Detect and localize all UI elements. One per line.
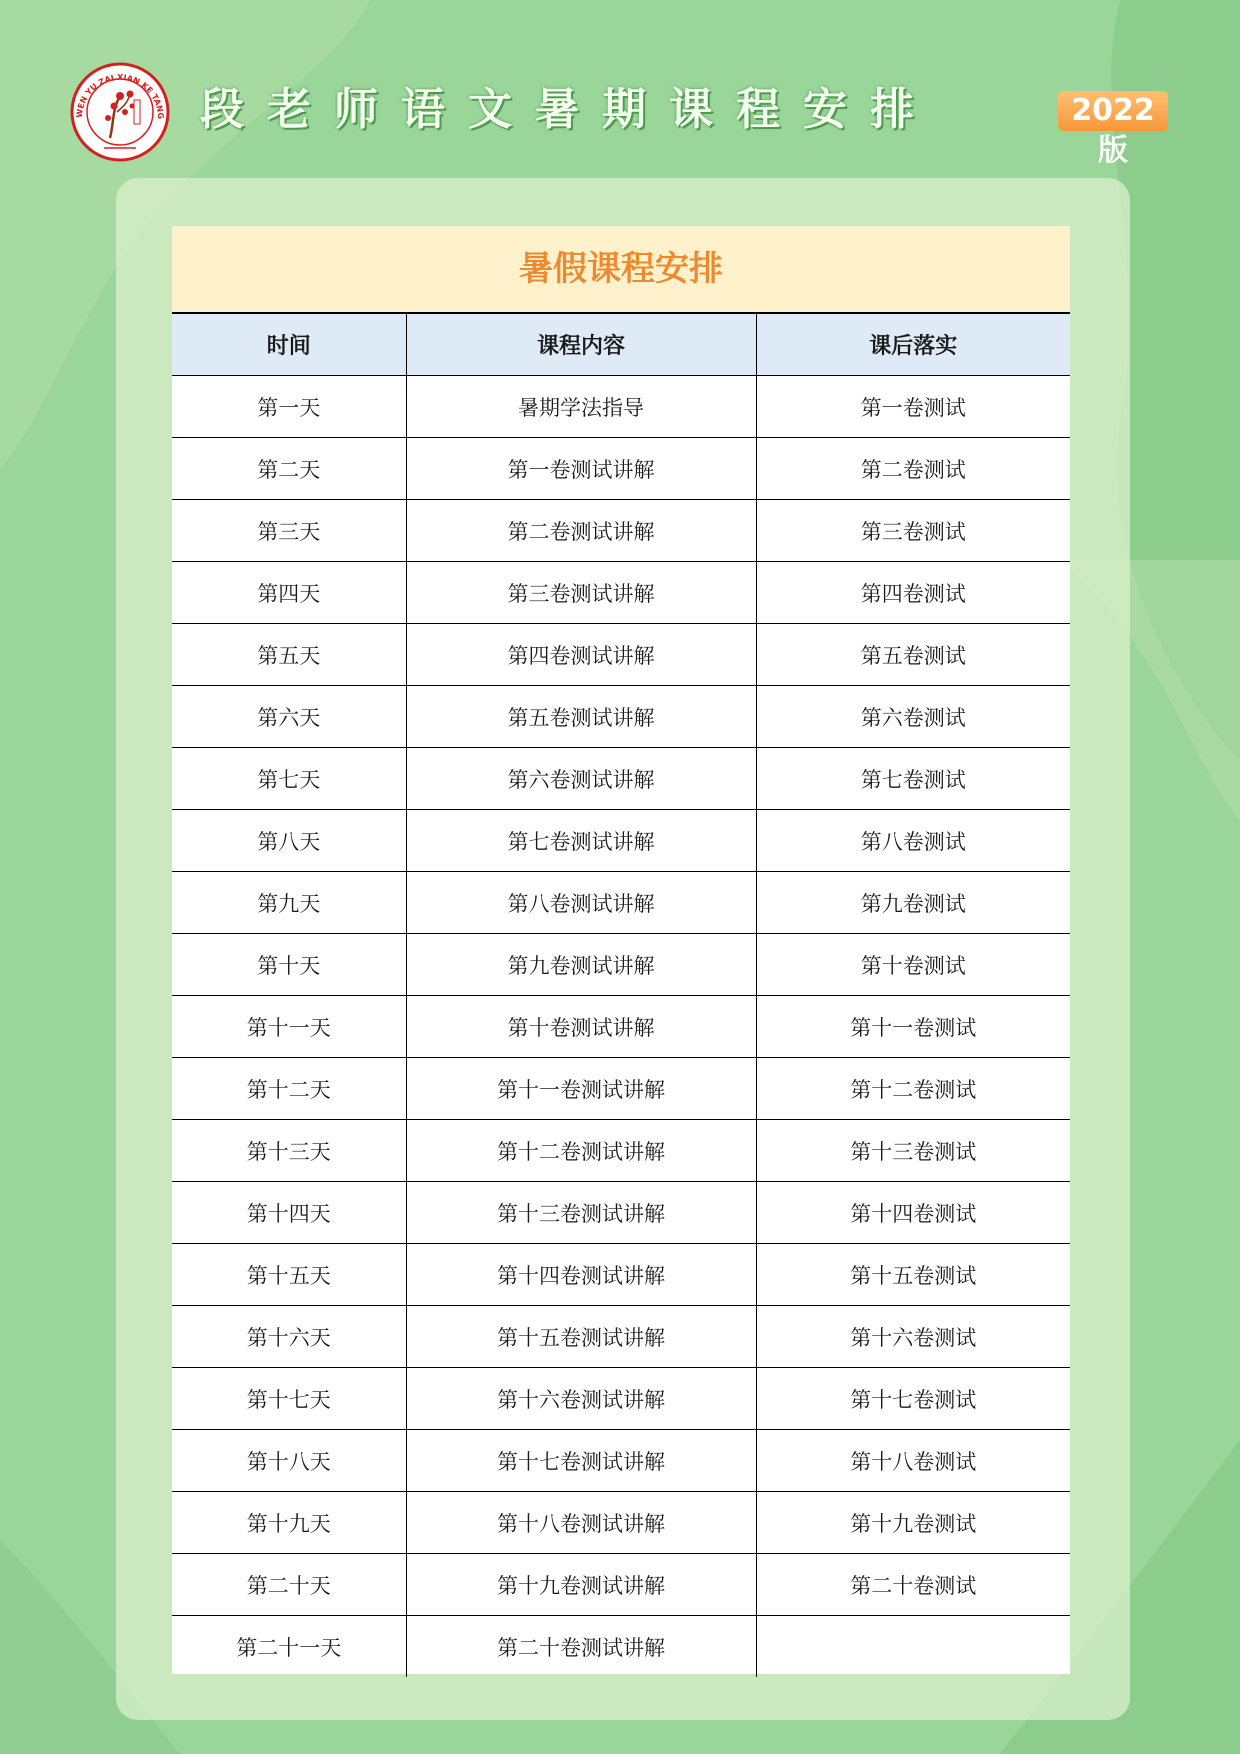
cell-followup: 第七卷测试 [756, 748, 1070, 810]
cell-time: 第二天 [172, 438, 406, 500]
cell-followup: 第八卷测试 [756, 810, 1070, 872]
table-row [172, 1368, 1070, 1430]
table-row [172, 810, 1070, 872]
table-row [172, 1058, 1070, 1120]
cell-time: 第三天 [172, 500, 406, 562]
cell-time: 第九天 [172, 872, 406, 934]
cell-time: 第十八天 [172, 1430, 406, 1492]
cell-time: 第十九天 [172, 1492, 406, 1554]
cell-followup: 第十九卷测试 [756, 1492, 1070, 1554]
cell-content: 第十七卷测试讲解 [406, 1430, 756, 1492]
cell-time: 第二十一天 [172, 1616, 406, 1678]
cell-time: 第十三天 [172, 1120, 406, 1182]
cell-time: 第十天 [172, 934, 406, 996]
table-row [172, 1120, 1070, 1182]
cell-content: 第七卷测试讲解 [406, 810, 756, 872]
cell-followup: 第三卷测试 [756, 500, 1070, 562]
cell-content: 第十一卷测试讲解 [406, 1058, 756, 1120]
cell-content: 第十卷测试讲解 [406, 996, 756, 1058]
cell-followup: 第六卷测试 [756, 686, 1070, 748]
cell-time: 第十二天 [172, 1058, 406, 1120]
cell-time: 第十五天 [172, 1244, 406, 1306]
cell-followup [756, 1616, 1070, 1678]
cell-followup: 第二卷测试 [756, 438, 1070, 500]
cell-followup: 第二十卷测试 [756, 1554, 1070, 1616]
cell-followup: 第四卷测试 [756, 562, 1070, 624]
cell-content: 第一卷测试讲解 [406, 438, 756, 500]
cell-content: 第六卷测试讲解 [406, 748, 756, 810]
cell-time: 第八天 [172, 810, 406, 872]
cell-time: 第四天 [172, 562, 406, 624]
cell-followup: 第十七卷测试 [756, 1368, 1070, 1430]
cell-content: 第十八卷测试讲解 [406, 1492, 756, 1554]
table-row [172, 686, 1070, 748]
cell-content: 第九卷测试讲解 [406, 934, 756, 996]
table-row [172, 1244, 1070, 1306]
column-header-time: 时间 [172, 314, 406, 376]
cell-followup: 第五卷测试 [756, 624, 1070, 686]
cell-content: 第十三卷测试讲解 [406, 1182, 756, 1244]
cell-time: 第十七天 [172, 1368, 406, 1430]
table-row [172, 500, 1070, 562]
cell-content: 第八卷测试讲解 [406, 872, 756, 934]
schedule-table [172, 314, 1070, 1677]
table-row [172, 376, 1070, 438]
cell-followup: 第十一卷测试 [756, 996, 1070, 1058]
cell-content: 第十六卷测试讲解 [406, 1368, 756, 1430]
cell-content: 第十五卷测试讲解 [406, 1306, 756, 1368]
cell-followup: 第十卷测试 [756, 934, 1070, 996]
table-row [172, 1554, 1070, 1616]
cell-followup: 第十六卷测试 [756, 1306, 1070, 1368]
cell-followup: 第十五卷测试 [756, 1244, 1070, 1306]
cell-content: 第十四卷测试讲解 [406, 1244, 756, 1306]
table-row [172, 748, 1070, 810]
cell-time: 第一天 [172, 376, 406, 438]
cell-content: 第二卷测试讲解 [406, 500, 756, 562]
table-row [172, 1616, 1070, 1678]
cell-content: 第二十卷测试讲解 [406, 1616, 756, 1678]
cell-time: 第十一天 [172, 996, 406, 1058]
table-row [172, 996, 1070, 1058]
table-row [172, 1430, 1070, 1492]
year-badge: 2022版 [1058, 91, 1168, 131]
table-row [172, 624, 1070, 686]
cell-followup: 第一卷测试 [756, 376, 1070, 438]
cell-time: 第七天 [172, 748, 406, 810]
table-row [172, 1182, 1070, 1244]
table-header-row [172, 314, 1070, 376]
table-row [172, 1492, 1070, 1554]
cell-followup: 第十四卷测试 [756, 1182, 1070, 1244]
cell-content: 第十九卷测试讲解 [406, 1554, 756, 1616]
table-row [172, 1306, 1070, 1368]
school-logo [70, 62, 170, 162]
cell-followup: 第九卷测试 [756, 872, 1070, 934]
cell-content: 第三卷测试讲解 [406, 562, 756, 624]
cell-content: 第四卷测试讲解 [406, 624, 756, 686]
schedule-card [172, 226, 1070, 1674]
page-header [0, 0, 1240, 170]
cell-time: 第六天 [172, 686, 406, 748]
table-row [172, 934, 1070, 996]
cell-followup: 第十三卷测试 [756, 1120, 1070, 1182]
cell-time: 第五天 [172, 624, 406, 686]
page-title: 段老师语文暑期课程安排 [200, 84, 937, 135]
cell-time: 第二十天 [172, 1554, 406, 1616]
table-body [172, 376, 1070, 1678]
cell-time: 第十六天 [172, 1306, 406, 1368]
table-row [172, 562, 1070, 624]
table-row [172, 438, 1070, 500]
cell-followup: 第十二卷测试 [756, 1058, 1070, 1120]
cell-time: 第十四天 [172, 1182, 406, 1244]
cell-content: 暑期学法指导 [406, 376, 756, 438]
svg-text:WEN YU ZAI XIAN KE TANG: WEN YU ZAI XIAN KE TANG [74, 72, 166, 120]
column-header-content: 课程内容 [406, 314, 756, 376]
schedule-title: 暑假课程安排 [172, 226, 1070, 314]
column-header-followup: 课后落实 [756, 314, 1070, 376]
table-row [172, 872, 1070, 934]
cell-followup: 第十八卷测试 [756, 1430, 1070, 1492]
cell-content: 第五卷测试讲解 [406, 686, 756, 748]
cell-content: 第十二卷测试讲解 [406, 1120, 756, 1182]
